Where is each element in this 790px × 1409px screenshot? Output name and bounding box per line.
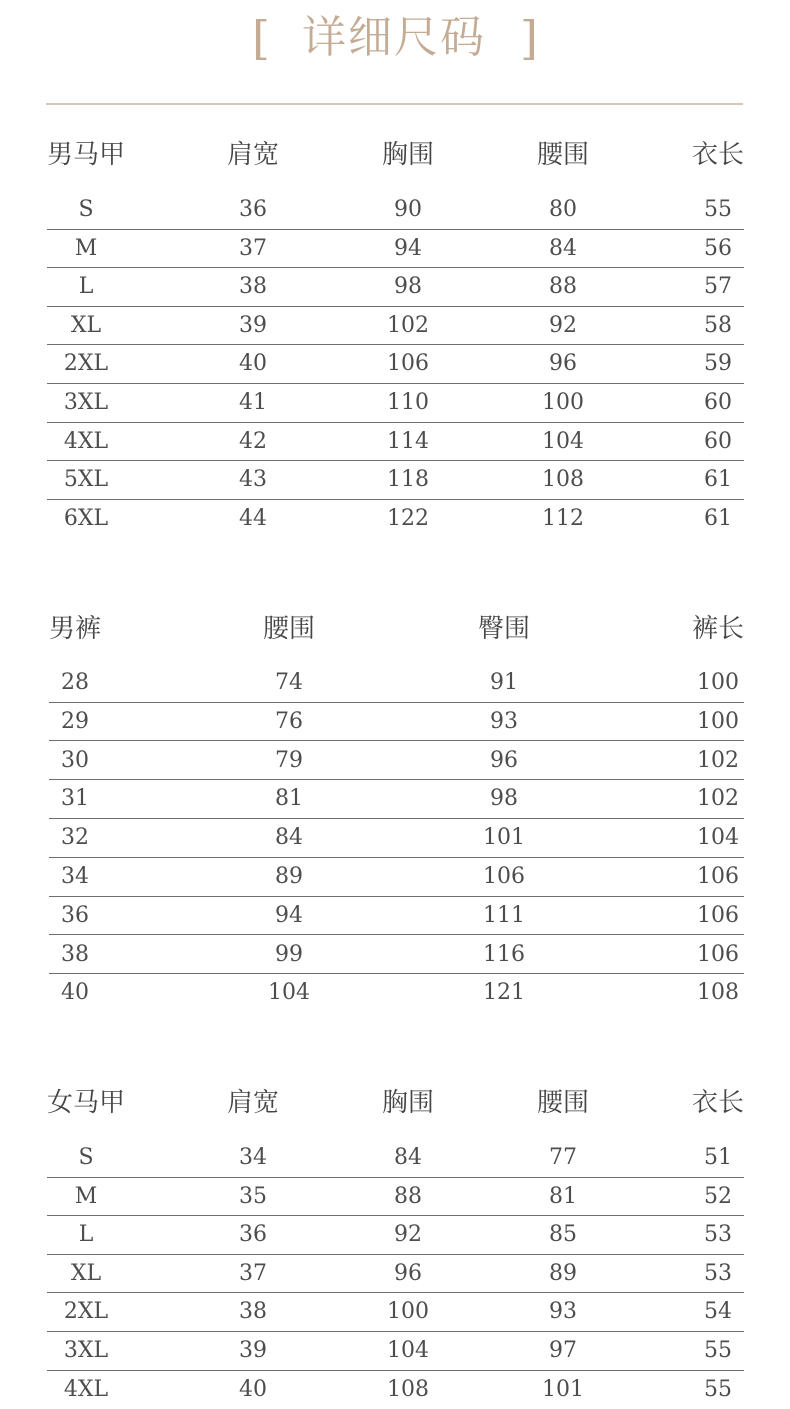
table-cell: 98 <box>490 786 518 812</box>
table-cell: 100 <box>697 708 739 734</box>
table-cell: 37 <box>239 1260 267 1286</box>
table-cell: 100 <box>542 390 584 415</box>
table-cell: 40 <box>239 1376 267 1402</box>
table-cell: 100 <box>697 670 739 695</box>
table-row <box>0 664 790 703</box>
table-cell: 89 <box>549 1260 577 1286</box>
table-row <box>0 858 790 897</box>
table-row <box>0 230 790 269</box>
table-cell: 96 <box>490 747 518 773</box>
table-cell: 79 <box>275 747 303 773</box>
table-cell: 77 <box>549 1145 577 1170</box>
table-cell: 80 <box>549 197 577 222</box>
table-row <box>0 423 790 462</box>
table-cell: 39 <box>239 1338 267 1363</box>
table-row <box>0 1178 790 1217</box>
column-header: 衣长 <box>691 140 745 170</box>
table-row <box>0 1216 790 1255</box>
table-row <box>0 703 790 742</box>
table-cell: 121 <box>483 980 525 1006</box>
table-cell: 88 <box>394 1183 422 1209</box>
table-cell: 29 <box>61 708 89 734</box>
title-text: 详细尺码 <box>302 12 486 63</box>
table-cell: S <box>78 197 94 222</box>
table-cell: 37 <box>239 235 267 261</box>
mens-pants-header-row <box>0 612 790 646</box>
table-cell: 38 <box>239 274 267 300</box>
table-row <box>0 974 790 1013</box>
table-cell: 93 <box>549 1299 577 1325</box>
table-cell: 108 <box>697 980 739 1006</box>
table-cell: 98 <box>394 274 422 300</box>
table-cell: 32 <box>61 825 89 851</box>
table-cell: 112 <box>542 505 584 531</box>
table-cell: XL <box>70 312 102 338</box>
table-cell: 92 <box>549 312 577 338</box>
table-row <box>0 345 790 384</box>
page-title <box>0 6 790 70</box>
table-cell: 84 <box>549 235 577 261</box>
table-cell: 76 <box>275 708 303 734</box>
table-cell: 92 <box>394 1222 422 1248</box>
table-row <box>0 268 790 307</box>
table-cell: L <box>78 274 94 300</box>
table-cell: 2XL <box>63 1299 109 1325</box>
table-cell: 91 <box>490 670 518 695</box>
table-cell: 36 <box>239 197 267 222</box>
table-cell: 31 <box>61 786 89 812</box>
table-cell: 36 <box>239 1222 267 1248</box>
table-cell: 84 <box>394 1145 422 1170</box>
table-cell: 122 <box>387 505 429 531</box>
table-cell: 106 <box>697 902 739 928</box>
table-cell: 34 <box>61 864 89 889</box>
table-cell: 89 <box>275 864 303 889</box>
table-row <box>0 936 790 975</box>
table-cell: 57 <box>704 274 732 300</box>
table-cell: 56 <box>704 235 732 261</box>
table-cell: 94 <box>275 902 303 928</box>
table-cell: 90 <box>394 197 422 222</box>
table-row <box>0 780 790 819</box>
table-cell: 43 <box>239 467 267 493</box>
table-cell: 114 <box>387 428 429 454</box>
table-cell: 96 <box>549 351 577 377</box>
table-cell: 84 <box>275 825 303 851</box>
table-cell: 51 <box>704 1145 732 1170</box>
table-row <box>0 1371 790 1409</box>
table-cell: 96 <box>394 1260 422 1286</box>
table-cell: 52 <box>704 1183 732 1209</box>
table-cell: 81 <box>275 786 303 812</box>
table-cell: 35 <box>239 1183 267 1209</box>
table-row <box>0 191 790 230</box>
title-right-bracket: ] <box>520 11 538 65</box>
table-cell: 40 <box>239 351 267 377</box>
womens-vest-header-row <box>0 1086 790 1120</box>
table-cell: 36 <box>61 902 89 928</box>
column-header: 衣长 <box>691 1088 745 1118</box>
table-cell: 53 <box>704 1260 732 1286</box>
title-left-bracket: [ <box>252 11 270 65</box>
table-cell: 111 <box>483 902 525 928</box>
table-cell: 85 <box>549 1222 577 1248</box>
table-cell: 3XL <box>63 390 109 415</box>
table-cell: XL <box>70 1260 102 1286</box>
column-header: 肩宽 <box>226 140 280 170</box>
title-divider <box>46 103 743 105</box>
table-cell: 101 <box>542 1376 584 1402</box>
table-cell: 106 <box>483 864 525 889</box>
table-cell: 102 <box>697 747 739 773</box>
table-cell: 101 <box>483 825 525 851</box>
table-cell: 74 <box>275 670 303 695</box>
table-cell: 88 <box>549 274 577 300</box>
column-header: 裤长 <box>691 614 745 644</box>
table-row <box>0 742 790 781</box>
table-row <box>0 1255 790 1294</box>
column-header: 腰围 <box>536 140 590 170</box>
table-cell: 99 <box>275 941 303 967</box>
table-cell: 106 <box>387 351 429 377</box>
table-cell: 55 <box>704 197 732 222</box>
table-cell: 61 <box>704 505 732 531</box>
table-cell: 94 <box>394 235 422 261</box>
table-cell: 4XL <box>63 428 109 454</box>
table-cell: 4XL <box>63 1376 109 1402</box>
table-cell: 104 <box>697 825 739 851</box>
table-cell: 108 <box>387 1376 429 1402</box>
table-cell: L <box>78 1222 94 1248</box>
table-cell: 102 <box>387 312 429 338</box>
table-cell: 3XL <box>63 1338 109 1363</box>
table-row <box>0 307 790 346</box>
table-cell: 30 <box>61 747 89 773</box>
table-cell: 81 <box>549 1183 577 1209</box>
table-cell: 100 <box>387 1299 429 1325</box>
table-cell: 34 <box>239 1145 267 1170</box>
table-row <box>0 897 790 936</box>
table-cell: 41 <box>239 390 267 415</box>
table-cell: 102 <box>697 786 739 812</box>
table-cell: 118 <box>387 467 429 493</box>
table-cell: 61 <box>704 467 732 493</box>
table-cell: 106 <box>697 941 739 967</box>
table-cell: 39 <box>239 312 267 338</box>
table-row <box>0 500 790 539</box>
table-cell: M <box>74 1183 98 1209</box>
column-header: 女马甲 <box>46 1088 126 1118</box>
table-cell: 59 <box>704 351 732 377</box>
table-cell: 97 <box>549 1338 577 1363</box>
mens-vest-header-row <box>0 138 790 172</box>
column-header: 腰围 <box>262 614 316 644</box>
table-cell: 40 <box>61 980 89 1006</box>
table-cell: 6XL <box>63 505 109 531</box>
table-cell: 104 <box>542 428 584 454</box>
table-cell: 58 <box>704 312 732 338</box>
table-cell: 38 <box>239 1299 267 1325</box>
table-cell: 38 <box>61 941 89 967</box>
column-header: 胸围 <box>381 1088 435 1118</box>
table-cell: 110 <box>387 390 429 415</box>
table-row <box>0 1332 790 1371</box>
table-row <box>0 819 790 858</box>
column-header: 臀围 <box>477 614 531 644</box>
column-header: 男裤 <box>48 614 102 644</box>
table-cell: 60 <box>704 428 732 454</box>
table-cell: 60 <box>704 390 732 415</box>
table-cell: 42 <box>239 428 267 454</box>
table-cell: 55 <box>704 1376 732 1402</box>
table-cell: 104 <box>387 1338 429 1363</box>
table-cell: 54 <box>704 1299 732 1325</box>
column-header: 腰围 <box>536 1088 590 1118</box>
table-cell: M <box>74 235 98 261</box>
table-cell: 53 <box>704 1222 732 1248</box>
table-cell: S <box>78 1145 94 1170</box>
table-cell: 116 <box>483 941 525 967</box>
table-cell: 93 <box>490 708 518 734</box>
table-cell: 5XL <box>63 467 109 493</box>
table-row <box>0 461 790 500</box>
column-header: 肩宽 <box>226 1088 280 1118</box>
table-cell: 28 <box>61 670 89 695</box>
table-row <box>0 1293 790 1332</box>
table-cell: 104 <box>268 980 310 1006</box>
column-header: 男马甲 <box>46 140 126 170</box>
table-cell: 106 <box>697 864 739 889</box>
table-cell: 2XL <box>63 351 109 377</box>
column-header: 胸围 <box>381 140 435 170</box>
table-cell: 108 <box>542 467 584 493</box>
table-cell: 44 <box>239 505 267 531</box>
table-row <box>0 1139 790 1178</box>
table-cell: 55 <box>704 1338 732 1363</box>
table-row <box>0 384 790 423</box>
